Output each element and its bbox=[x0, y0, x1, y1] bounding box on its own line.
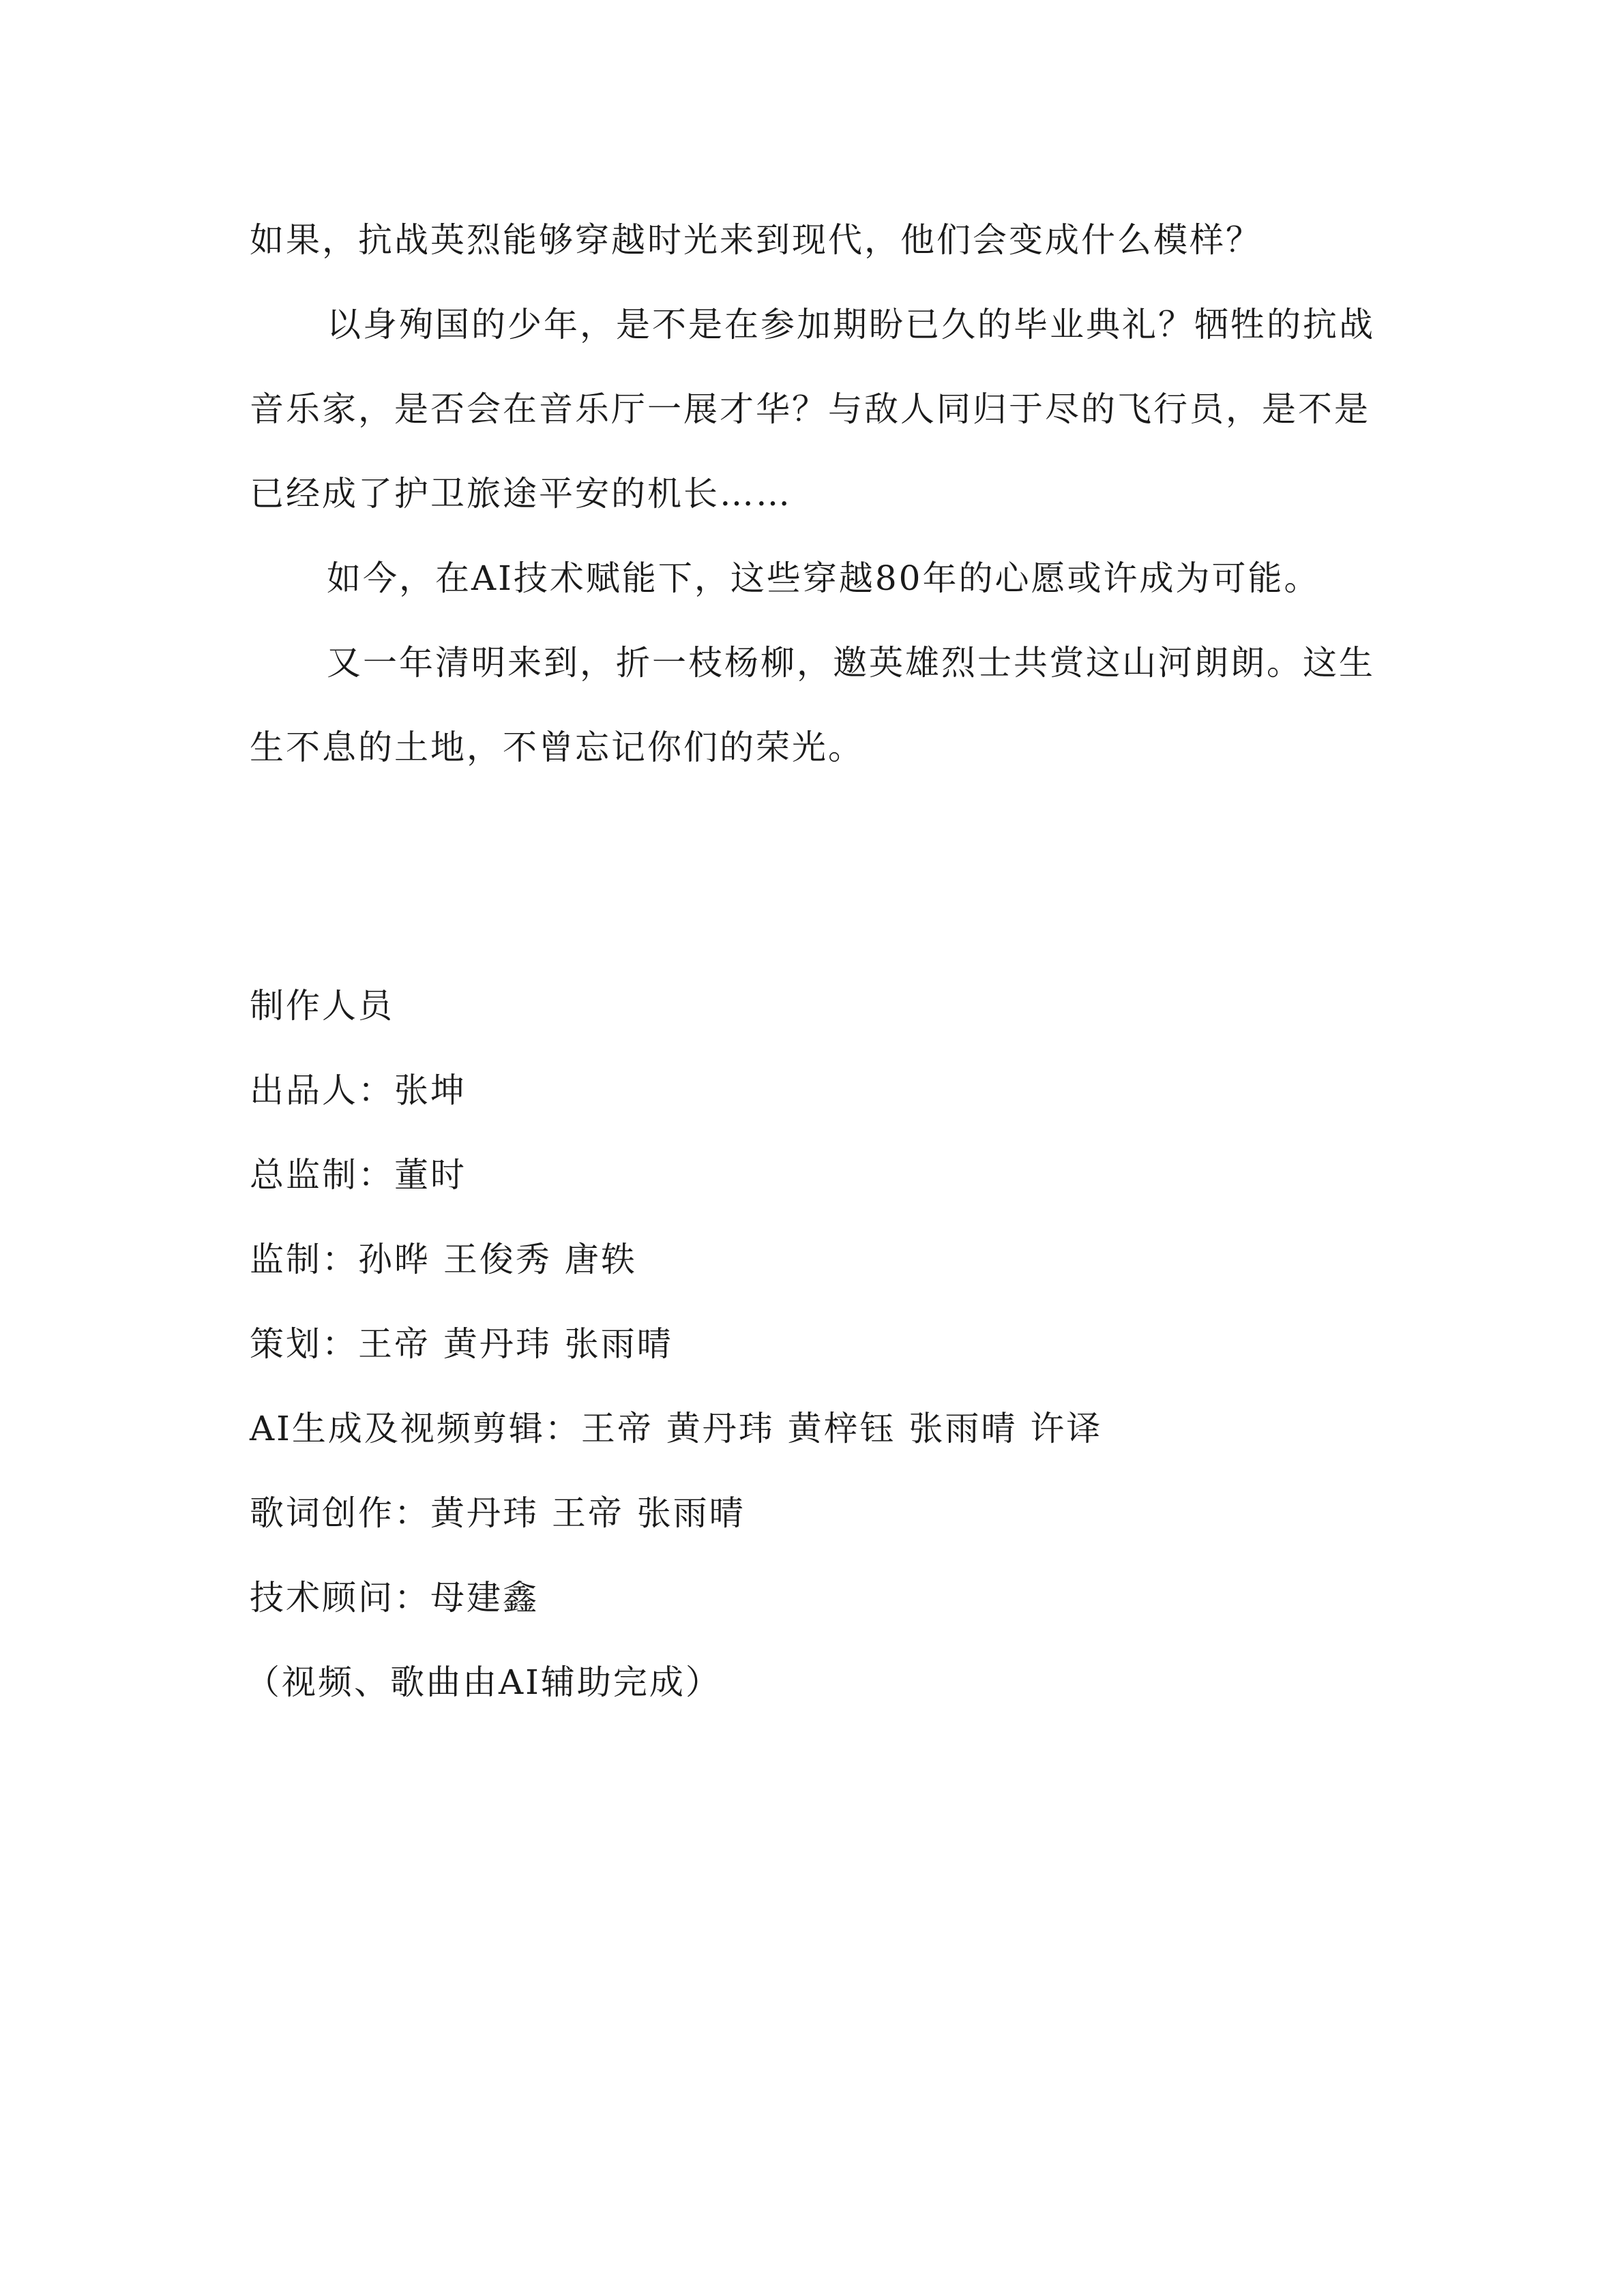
credits-note: （视频、歌曲由AI辅助完成） bbox=[246, 1663, 722, 1702]
article-body bbox=[250, 198, 1396, 790]
credit-line-ai-editing: AI生成及视频剪辑：王帝 黄丹玮 黄梓钰 张雨晴 许译 bbox=[250, 1409, 1103, 1448]
credits-section bbox=[246, 964, 1477, 1725]
credit-line-supervisors: 监制：孙晔 王俊秀 唐轶 bbox=[250, 1240, 637, 1279]
paragraph-wishes: 以身殉国的少年，是不是在参加期盼已久的毕业典礼？牺牲的抗战音乐家，是否会在音乐厅一展才华？与敌人同归于尽的飞行员，是不是已经成了护卫旅途平安的机长…… bbox=[250, 305, 1375, 513]
credit-line-planners: 策划：王帝 黄丹玮 张雨晴 bbox=[250, 1324, 673, 1364]
credit-line-producer: 出品人：张坤 bbox=[250, 1071, 467, 1110]
paragraph-intro: 如果，抗战英烈能够穿越时光来到现代，他们会变成什么模样？ bbox=[250, 220, 1262, 260]
credits-heading: 制作人员 bbox=[250, 986, 394, 1026]
credit-line-chief-supervisor: 总监制：董时 bbox=[250, 1155, 467, 1195]
credit-line-tech-advisor: 技术顾问：母建鑫 bbox=[250, 1578, 539, 1617]
credit-line-lyrics: 歌词创作：黄丹玮 王帝 张雨晴 bbox=[250, 1493, 745, 1533]
paragraph-qingming: 又一年清明来到，折一枝杨柳，邀英雄烈士共赏这山河朗朗。这生生不息的土地，不曾忘记你们的荣光。 bbox=[250, 643, 1375, 767]
paragraph-ai: 如今，在AI技术赋能下，这些穿越80年的心愿或许成为可能。 bbox=[327, 558, 1320, 598]
